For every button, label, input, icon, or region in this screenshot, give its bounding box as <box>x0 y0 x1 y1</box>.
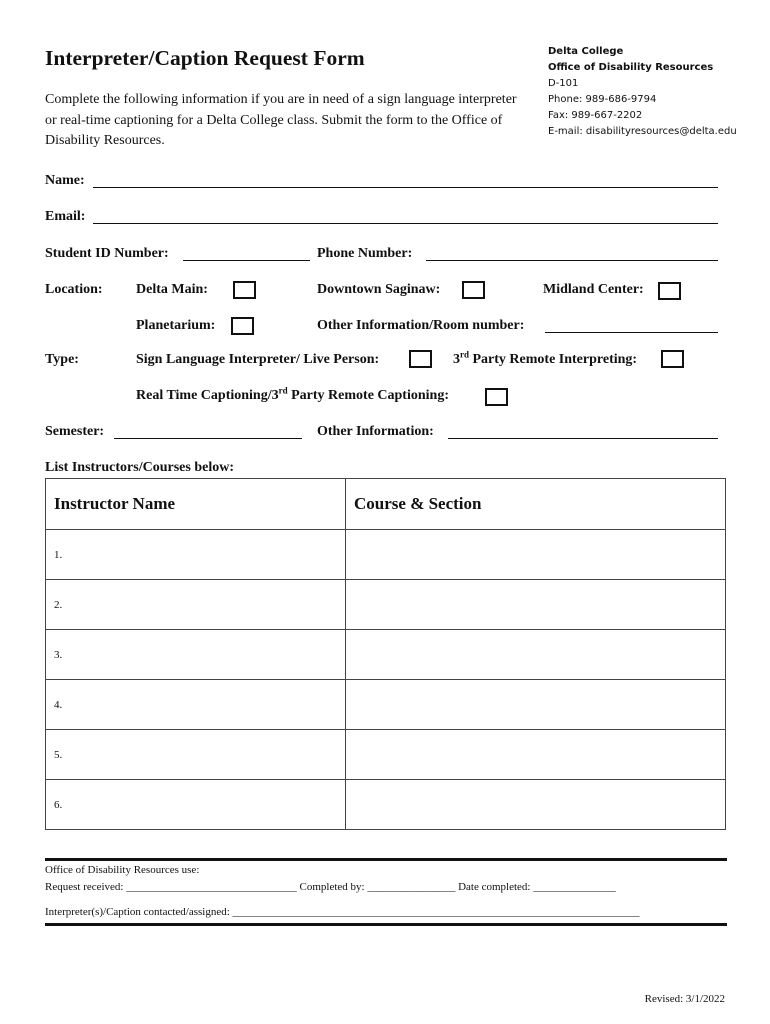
table-row <box>46 530 726 580</box>
downtown-saginaw-label: Downtown Saginaw: <box>317 282 441 297</box>
delta-main-checkbox[interactable] <box>233 281 256 299</box>
contact-block <box>548 44 737 140</box>
name-label: Name: <box>45 173 85 188</box>
other-information-label: Other Information: <box>317 424 434 439</box>
midland-center-label: Midland Center: <box>543 282 644 297</box>
office-use-top-rule <box>45 858 727 861</box>
office-use-row <box>45 881 616 893</box>
type-label: Type: <box>45 352 79 367</box>
sign-language-label: Sign Language Interpreter/ Live Person: <box>136 352 380 367</box>
instructor-cell[interactable]: 5. <box>46 730 346 780</box>
contact-email: E-mail: disabilityresources@delta.edu <box>548 126 737 137</box>
contact-fax: Fax: 989-667-2202 <box>548 110 643 121</box>
downtown-saginaw-checkbox[interactable] <box>462 281 485 299</box>
contacted-assigned-field[interactable]: Interpreter(s)/Caption contacted/assigned: __________________________________________________________________________ <box>45 906 640 918</box>
table-header-row <box>46 479 726 530</box>
remote-interpreting-label: 3rd Party Remote Interpreting: <box>453 349 638 367</box>
instructors-list-heading: List Instructors/Courses below: <box>45 460 234 475</box>
instructor-cell[interactable]: 2. <box>46 580 346 630</box>
table-row <box>46 780 726 830</box>
other-room-label: Other Information/Room number: <box>317 318 525 333</box>
table-row <box>46 630 726 680</box>
course-cell[interactable] <box>346 780 726 830</box>
form-title: Interpreter/Caption Request Form <box>45 46 365 70</box>
table-row <box>46 680 726 730</box>
captioning-label: Real Time Captioning/3rd Party Remote Captioning: <box>136 385 449 403</box>
course-cell[interactable] <box>346 530 726 580</box>
remote-interpreting-checkbox[interactable] <box>661 350 684 368</box>
course-cell[interactable] <box>346 730 726 780</box>
course-cell[interactable] <box>346 680 726 730</box>
sign-language-checkbox[interactable] <box>409 350 432 368</box>
semester-field[interactable] <box>114 438 302 439</box>
instructor-cell[interactable]: 4. <box>46 680 346 730</box>
contact-org: Delta College <box>548 46 624 57</box>
location-label: Location: <box>45 282 103 297</box>
captioning-checkbox[interactable] <box>485 388 508 406</box>
revised-date: Revised: 3/1/2022 <box>644 993 725 1005</box>
contact-phone: Phone: 989-686-9794 <box>548 94 657 105</box>
course-cell[interactable] <box>346 630 726 680</box>
student-id-label: Student ID Number: <box>45 246 169 261</box>
office-use-bottom-rule <box>45 923 727 926</box>
semester-label: Semester: <box>45 424 105 439</box>
planetarium-label: Planetarium: <box>136 318 216 333</box>
email-label: Email: <box>45 209 86 224</box>
name-field[interactable] <box>93 187 718 188</box>
contact-room: D-101 <box>548 78 579 89</box>
date-completed-field[interactable]: Date completed: _______________ <box>458 881 616 893</box>
office-use-heading: Office of Disability Resources use: <box>45 864 200 876</box>
request-received-field[interactable]: Request received: _______________________________ <box>45 881 297 893</box>
table-row <box>46 730 726 780</box>
completed-by-field[interactable]: Completed by: ________________ <box>299 881 456 893</box>
contact-office: Office of Disability Resources <box>548 62 714 73</box>
table-row <box>46 580 726 630</box>
instructor-cell[interactable]: 3. <box>46 630 346 680</box>
phone-field[interactable] <box>426 260 718 261</box>
student-id-field[interactable] <box>183 260 310 261</box>
phone-label: Phone Number: <box>317 246 413 261</box>
instructor-name-header: Instructor Name <box>46 479 346 530</box>
delta-main-label: Delta Main: <box>136 282 208 297</box>
instructor-cell[interactable]: 6. <box>46 780 346 830</box>
form-instructions: Complete the following information if you are in need of a sign language interpreter or real-time captioning for a Delta College class. Submit the form to the Office of Disability Resources. <box>45 92 517 148</box>
email-field[interactable] <box>93 223 718 224</box>
other-information-field[interactable] <box>448 438 718 439</box>
other-room-field[interactable] <box>545 332 718 333</box>
planetarium-checkbox[interactable] <box>231 317 254 335</box>
course-cell[interactable] <box>346 580 726 630</box>
course-section-header: Course & Section <box>346 479 726 530</box>
instructor-cell[interactable]: 1. <box>46 530 346 580</box>
midland-center-checkbox[interactable] <box>658 282 681 300</box>
instructor-course-table <box>45 478 726 830</box>
